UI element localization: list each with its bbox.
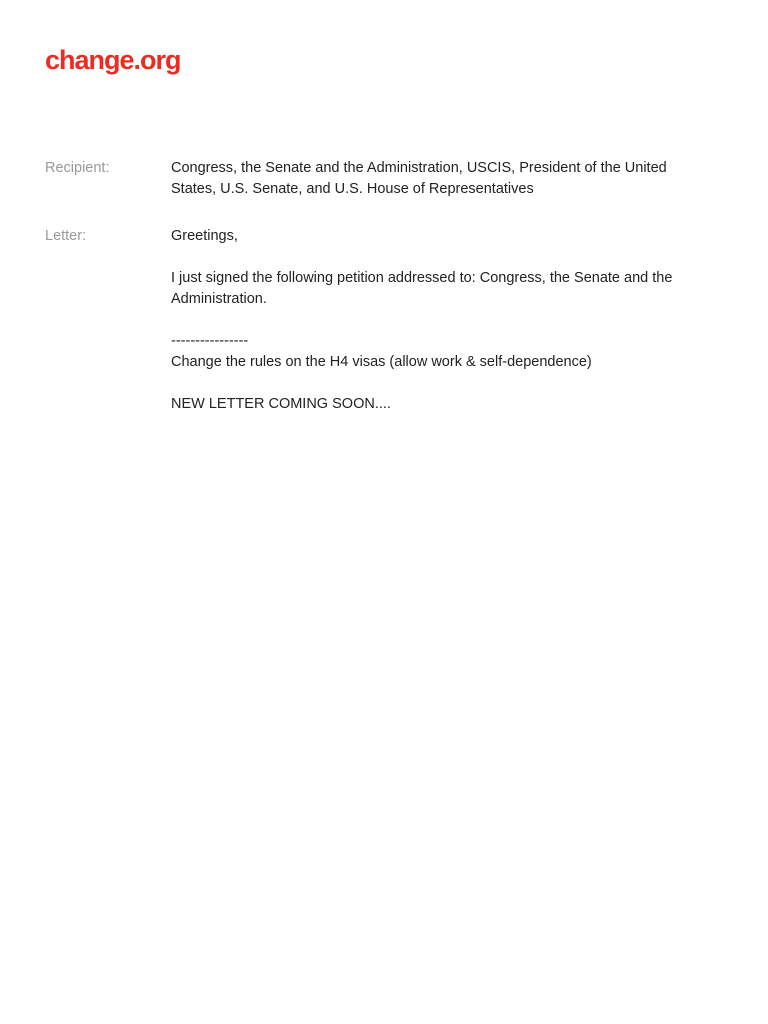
letter-intro: I just signed the following petition addressed to: Congress, the Senate and the Administration. [171, 270, 673, 307]
recipient-label: Recipient: [45, 160, 110, 176]
letter-separator: ---------------- [171, 333, 249, 349]
recipient-value: Congress, the Senate and the Administration, USCIS, President of the United States, U.S. Senate, and U.S. House of Representatives [171, 160, 667, 197]
letter-label: Letter: [45, 228, 87, 244]
recipient-row [45, 158, 705, 200]
spacer [171, 373, 705, 394]
spacer [171, 247, 705, 268]
spacer [171, 310, 705, 331]
petition-title: Change the rules on the H4 visas (allow work & self-dependence) [171, 354, 592, 370]
letter-body-text: NEW LETTER COMING SOON.... [171, 396, 391, 412]
change-org-logo: change.org [45, 45, 181, 75]
letter-row [45, 226, 705, 415]
letter-greeting: Greetings, [171, 228, 238, 244]
letter-body [171, 226, 705, 415]
